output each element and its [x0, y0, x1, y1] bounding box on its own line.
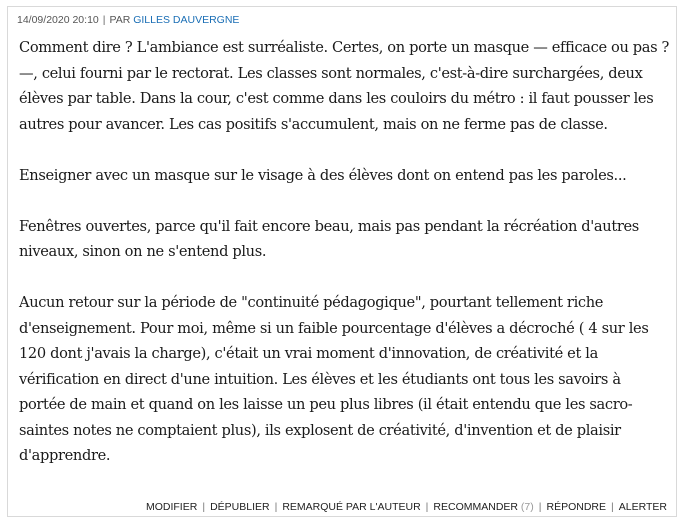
author-prefix: PAR	[109, 14, 131, 26]
action-separator: |	[274, 501, 278, 513]
comment-card	[7, 6, 677, 517]
author-link[interactable]: GILLES DAUVERGNE	[133, 14, 240, 26]
meta-separator: |	[102, 14, 106, 26]
comment-paragraph: Fenêtres ouvertes, parce qu'il fait encore beau, mais pas pendant la récréation d'autres niveaux, sinon on ne s'entend plus.	[19, 217, 639, 260]
action-separator: |	[425, 501, 429, 513]
comment-meta	[17, 14, 239, 26]
comment-paragraph: Enseigner avec un masque sur le visage à des élèves dont on entend pas les paroles...	[19, 166, 627, 184]
comment-timestamp: 14/09/2020 20:10	[17, 14, 99, 26]
action-separator: |	[538, 501, 542, 513]
comment-paragraph: Aucun retour sur la période de "continuité pédagogique", pourtant tellement riche d'enseignement. Pour moi, même si un faible pourcentage d'élèves a décroché ( 4 sur les 120 dont j'avais la charge), c'était un vrai moment d'innovation, de créativité et la vérification en direct d'une intuition. Les élèves et les étudiants ont tous les savoirs à portée de main et quand on les laisse un peu plus libres (il était entendu que les sacro-saintes notes ne comptaient plus), ils explosent de créativité, d'invention et de plaisir d'apprendre.	[19, 294, 649, 464]
comment-paragraph: Comment dire ? L'ambiance est surréaliste. Certes, on porte un masque — efficace ou pas ?—, celui fourni par le rectorat. Les classes sont normales, c'est-à-dire surchargées, deux élèves par table. Dans la cour, c'est comme dans les couloirs du métro : il faut pousser les autres pour avancer. Les cas positifs s'accumulent, mais on ne ferme pas de classe.	[19, 39, 670, 133]
author-remark-button[interactable]: REMARQUÉ PAR L'AUTEUR	[282, 501, 421, 513]
recommend-label: RECOMMANDER	[433, 501, 518, 513]
recommend-button[interactable]	[433, 501, 533, 513]
modify-button[interactable]: MODIFIER	[145, 501, 198, 513]
comment-body	[19, 35, 671, 469]
action-separator: |	[611, 501, 614, 513]
action-separator: |	[202, 501, 206, 513]
reply-button[interactable]: RÉPONDRE	[546, 501, 607, 513]
comment-actions	[146, 501, 667, 513]
recommend-count: (7)	[520, 501, 534, 513]
report-button[interactable]: ALERTER	[618, 501, 667, 513]
unpublish-button[interactable]: DÉPUBLIER	[210, 501, 270, 513]
